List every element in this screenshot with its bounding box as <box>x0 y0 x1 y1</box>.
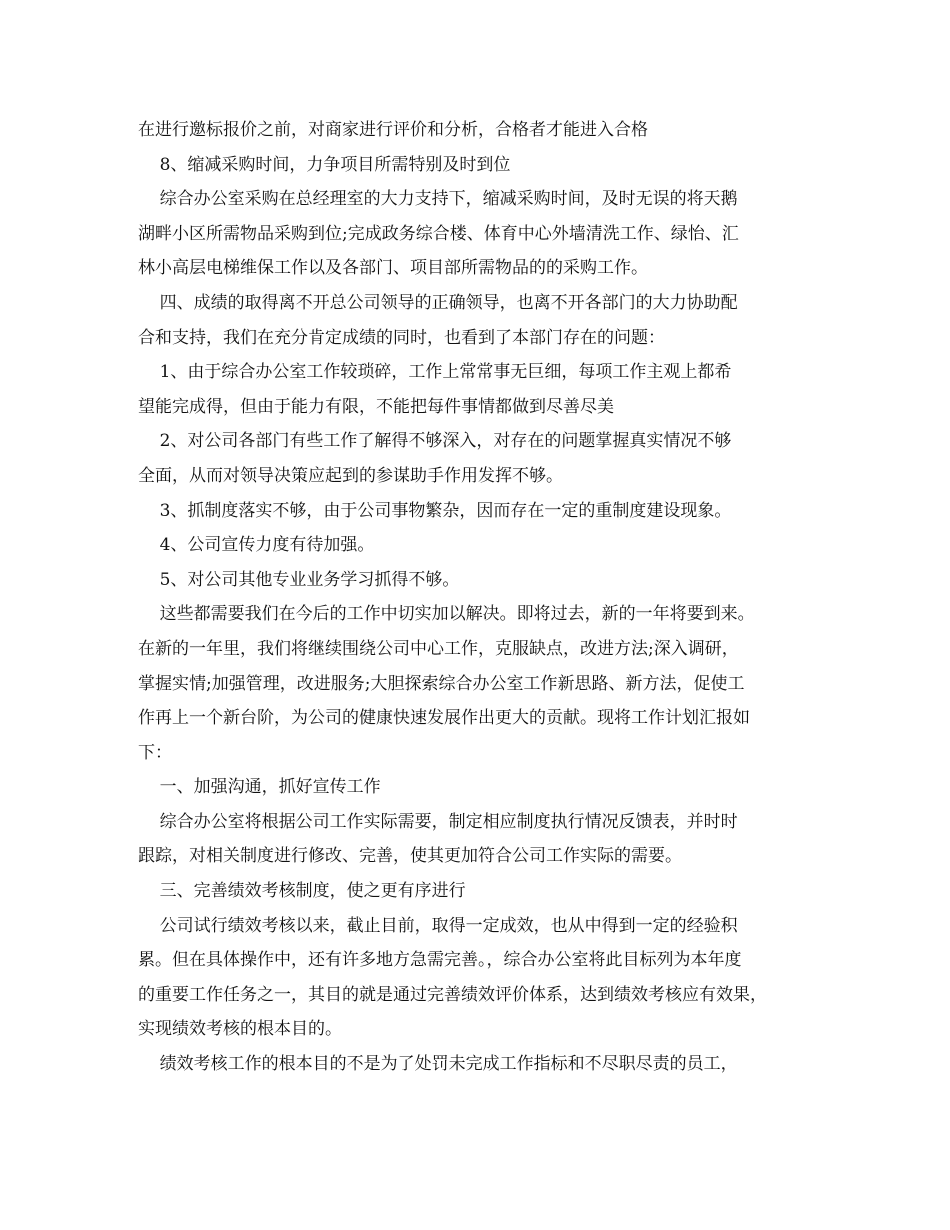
text-line: 林小高层电梯维保工作以及各部门、项目部所需物品的的采购工作。 <box>138 258 648 279</box>
text-line: 综合办公室采购在总经理室的大力支持下，缩减采购时间，及时无误的将天鹅 <box>138 189 738 210</box>
text-line: 四、成绩的取得离不开总公司领导的正确领导，也离不开各部门的大力协助配 <box>138 292 738 313</box>
document-body <box>138 113 838 1082</box>
text-line: 下： <box>138 742 172 763</box>
text-line: 绩效考核工作的根本目的不是为了处罚未完成工作指标和不尽职尽责的员工， <box>138 1054 738 1075</box>
text-line: 5、对公司其他专业业务学习抓得不够。 <box>138 569 460 590</box>
text-line: 2、对公司各部门有些工作了解得不够深入，对存在的问题掌握真实情况不够 <box>138 431 732 452</box>
text-line: 湖畔小区所需物品采购到位;完成政务综合楼、体育中心外墙清洗工作、绿怡、汇 <box>138 223 739 244</box>
text-line: 三、完善绩效考核制度，使之更有序进行 <box>138 881 466 902</box>
text-line: 4、公司宣传力度有待加强。 <box>138 535 375 556</box>
text-line: 实现绩效考核的根本目的。 <box>138 1019 342 1040</box>
text-line: 累。但在具体操作中，还有许多地方急需完善。，综合办公室将此目标列为本年度 <box>138 950 742 971</box>
text-line: 在进行邀标报价之前，对商家进行评价和分析，合格者才能进入合格 <box>138 120 648 140</box>
text-line: 望能完成得，但由于能力有限，不能把每件事情都做到尽善尽美 <box>138 396 614 417</box>
text-line: 作再上一个新台阶，为公司的健康快速发展作出更大的贡献。现将工作计划汇报如 <box>138 708 750 729</box>
text-line: 公司试行绩效考核以来，截止目前，取得一定成效，也从中得到一定的经验积 <box>138 915 738 936</box>
text-line: 综合办公室将根据公司工作实际需要，制定相应制度执行情况反馈表，并时时 <box>138 811 738 832</box>
text-line: 8、缩减采购时间，力争项目所需特别及时到位 <box>138 154 511 175</box>
text-line: 在新的一年里，我们将继续围绕公司中心工作，克服缺点，改进方法;深入调研， <box>138 638 739 659</box>
text-line: 这些都需要我们在今后的工作中切实加以解决。即将过去，新的一年将要到来。 <box>138 604 755 625</box>
text-line: 的重要工作任务之一，其目的就是通过完善绩效评价体系，达到绩效考核应有效果， <box>138 984 767 1005</box>
text-line: 全面，从而对领导决策应起到的参谋助手作用发挥不够。 <box>138 465 563 486</box>
text-line: 3、抓制度落实不够，由于公司事物繁杂，因而存在一定的重制度建设现象。 <box>138 500 732 521</box>
text-line: 1、由于综合办公室工作较琐碎，工作上常常事无巨细，每项工作主观上都希 <box>138 362 732 383</box>
text-line: 掌握实情;加强管理，改进服务;大胆探索综合办公室工作新思路、新方法，促使工 <box>138 673 745 694</box>
text-line: 一、加强沟通，抓好宣传工作 <box>138 777 381 798</box>
text-line: 跟踪，对相关制度进行修改、完善，使其更加符合公司工作实际的需要。 <box>138 846 682 867</box>
text-line: 合和支持，我们在充分肯定成绩的同时，也看到了本部门存在的问题： <box>138 327 665 348</box>
